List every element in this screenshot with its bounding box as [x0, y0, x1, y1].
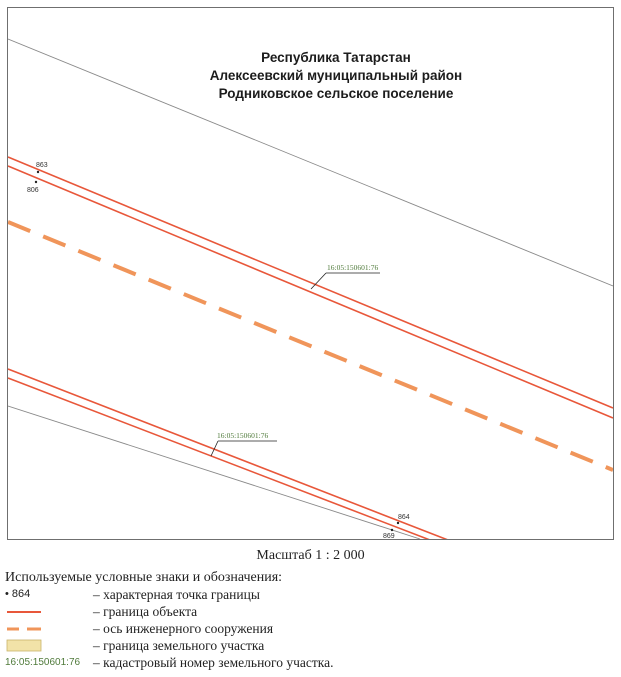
axis-dashed-line-icon	[5, 620, 90, 637]
boundary-point-icon: • 864	[5, 588, 31, 600]
point-label-806: 806	[27, 187, 39, 194]
cadastral-number-sample: 16:05:150601:76	[5, 657, 81, 668]
map-title-block	[201, 49, 471, 103]
legend-desc-axis: – ось инженерного сооружения	[93, 621, 274, 636]
legend-item-parcel	[5, 637, 615, 654]
boundary-point-806	[35, 181, 37, 183]
legend-desc-parcel: – граница земельного участка	[93, 638, 265, 653]
parcel-fill-icon	[5, 637, 90, 654]
map-frame	[7, 7, 614, 540]
object-border-upper-b	[8, 166, 613, 418]
engineering-axis	[8, 222, 613, 470]
cadastral-label-upper: 16:05:150601:76	[327, 263, 379, 272]
boundary-point-864	[397, 522, 399, 524]
legend-item-axis	[5, 620, 615, 637]
legend-title: Используемые условные знаки и обозначения:	[5, 570, 283, 585]
object-border-lower-b	[8, 378, 430, 539]
title-district: Алексеевский муниципальный район	[209, 68, 463, 83]
legend-desc-object-border: – граница объекта	[93, 604, 198, 619]
point-label-863: 863	[36, 162, 48, 169]
object-border-lower-a	[8, 369, 448, 539]
point-label-864: 864	[398, 514, 410, 521]
object-border-line-icon	[5, 603, 90, 620]
legend-desc-cadastral: – кадастровый номер земельного участка.	[93, 655, 334, 670]
legend-item-cadastral	[5, 654, 615, 671]
parcel-boundary-lower	[8, 406, 420, 539]
object-border-upper-a	[8, 157, 613, 408]
legend-item-object-border	[5, 603, 615, 620]
boundary-point-869	[391, 529, 393, 531]
title-republic: Республика Татарстан	[261, 50, 411, 65]
title-settlement: Родниковское сельское поселение	[218, 86, 454, 101]
boundary-point-863	[37, 171, 39, 173]
legend-item-point	[5, 586, 615, 603]
legend-desc-point: – характерная точка границы	[93, 587, 260, 602]
point-label-869: 869	[383, 533, 395, 539]
map-scale: Масштаб 1 : 2 000	[256, 548, 365, 563]
cadastral-label-lower: 16:05:150601:76	[217, 431, 269, 440]
